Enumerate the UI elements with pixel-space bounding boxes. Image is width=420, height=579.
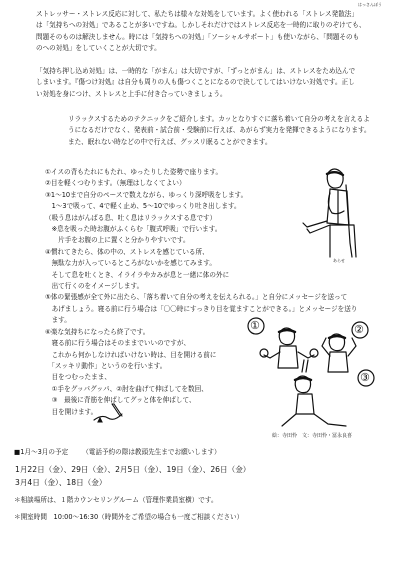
step-line: ①手をグッパグッパ、②肘を曲げて伸ばしてを数回、 — [45, 384, 208, 393]
step-line: これから何かしなければいけない時は、目を開ける前に — [45, 350, 217, 359]
step-line: 寝る前に行う場合はそのままでいいのですが、 — [45, 339, 191, 348]
gaman-line: い対処を身につけ、ストレスと上手に付き合っていきましょう。 — [36, 89, 227, 98]
intro-line: ストレッサー・ストレス反応に対して、私たちは様々な対処をしています。よく使われる「ストレス発散法」 — [36, 10, 358, 18]
step-line: ②目を軽くつむります。（無理はしなくてよい） — [45, 179, 186, 188]
pen-doodle-icon — [88, 400, 128, 426]
step-line: ④慣れてきたら、体の中の、ストレスを感じている所、 — [45, 247, 209, 256]
illustration-step-label-3: ③ — [360, 371, 370, 384]
step-line: そして息を吐くとき、イライラやカみが息と一緒に体の外に — [45, 270, 230, 279]
ruby-arase: あらせ — [333, 258, 345, 263]
step-line: ※息を吸った時お腹がふくらむ「腹式呼吸」で行います。 — [45, 225, 222, 234]
schedule-heading-row — [14, 447, 221, 458]
intro-line: 問題そのものは解決しません。時には「気持ちへの対処」「ソーシャルサポート」も使いながら、「問題そのも — [36, 32, 360, 41]
step-line: 「スッキリ動作」というのを行います。 — [45, 361, 167, 370]
schedule-info — [14, 492, 243, 526]
step-line: 目をつむったまま、 — [45, 373, 111, 382]
schedule-section — [14, 447, 221, 458]
gaman-paragraph — [36, 66, 355, 100]
illustration-step-label-1: ① — [250, 319, 260, 332]
relax-intro-paragraph — [68, 114, 371, 148]
illustration-step-label-2: ② — [354, 323, 364, 336]
step-line: 目を開けます。 — [45, 407, 98, 416]
intro-line: は「気持ちへの対処」であることが多いですね。しかしそれだけではストレス反応を一時的に取りのぞけても、 — [36, 21, 366, 30]
gaman-line: 「気持ち押し込め対処」は、一時的な「がまん」は大切ですが、「ずっとがまん」は、ストレスをため込んで — [36, 67, 356, 75]
step-line: ます。 — [45, 316, 71, 325]
step-line: 1～3で吸って、4で軽く止め、5～10でゆっくり吐き出します。 — [45, 202, 241, 211]
step-line: （吸う息はがんばる息、吐く息はリラックスする息です） — [45, 213, 217, 222]
relax-intro-line: また、眠れない時などの中で行えば、グッスリ眠ることができます。 — [68, 137, 272, 146]
step-line: ③1～10まで自分のペースで数えながら、ゆっくり深呼吸をします。 — [45, 190, 248, 199]
schedule-dates-line: 3月4日（金）、18日（金） — [15, 478, 107, 487]
schedule-place: ＊相談場所は、１階カウンセリングルーム（管理作業員室横）です。 — [14, 496, 218, 504]
step-line: 片手をお腹の上に置くと分かりやすいです。 — [45, 236, 190, 245]
step-line: 無駄な力が入っているところがないかを感じてみます。 — [45, 259, 216, 268]
relax-intro-line: うになるだけでなく、発表前・試合前・受験前に行えば、あがらず実力を発揮できるようになります。 — [68, 126, 371, 135]
schedule-note: （電話予約の際は教頭先生までお願いします） — [82, 448, 221, 456]
step-line: ⑥楽な気持ちになったら終了です。 — [45, 327, 150, 336]
step-line: ⑤体の緊張感が全て外に出たら、「落ち着いて自分の考えを伝えられる。」と自分にメッセージを送って — [45, 293, 348, 302]
intro-line: のへの対処」をしていくことが大切です。 — [36, 44, 161, 53]
step-line: 出て行くのをイメージします。 — [45, 282, 144, 291]
gaman-line: しまいます。『傷つけ対処』は自分も周りの人も傷つくことになるので決してしてはいけない対処です。正し — [36, 78, 355, 87]
intro-paragraph — [36, 9, 366, 55]
relax-intro-line: リラックスするためのテクニックをご紹介します。カッとなりすぐに落ち着いて自分の考えを言えるよ — [68, 115, 370, 123]
schedule-time: ＊開室時間 10:00～16:30（時間外をご希望の場合も一度ご相談ください） — [14, 513, 244, 521]
ruby-stress-hasan: はっさんぽう — [358, 2, 382, 7]
illustration-credit: 絵：寺田怜 文：寺田怜・冨永良喜 — [272, 433, 353, 439]
step-line: あげましょう。寝る前に行う場合は「〇〇時にすっきり目を覚ますことができる。」とメッセージを送り — [45, 304, 358, 313]
step-line: ①イスの背もたれにもたれ、ゆったりした姿勢で座ります。 — [45, 168, 223, 176]
seated-boy-illustration — [300, 165, 380, 260]
step-line: ③ 最後に背筋を伸ばしてグッと体を伸ばして、 — [45, 396, 196, 405]
schedule-heading: ■1月～3月の予定 — [14, 448, 69, 456]
schedule-dates — [15, 463, 250, 489]
schedule-dates-line: 1月22日（金）、29日（金）、2月5日（金）、19日（金）、26日（金） — [15, 465, 251, 474]
